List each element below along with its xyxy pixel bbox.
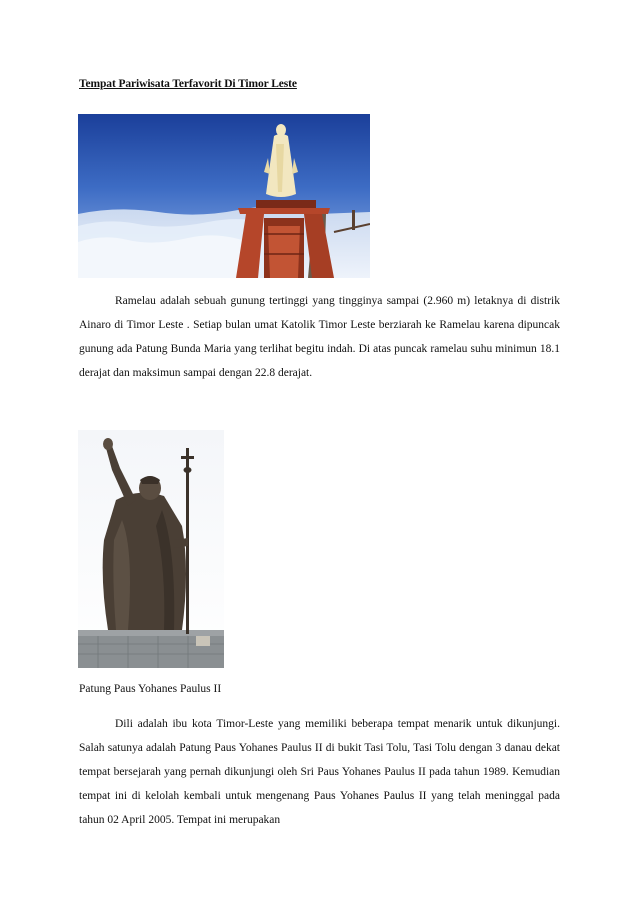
document-title: Tempat Pariwisata Terfavorit Di Timor Leste: [79, 78, 297, 90]
pope-statue-photo: [78, 430, 224, 668]
paragraph-ramelau: Ramelau adalah sebuah gunung tertinggi yang tingginya sampai (2.960 m) letaknya di distrik Ainaro di Timor Leste . Setiap bulan umat Katolik Timor Leste berziarah ke Ramelau karena dipuncak gunung ada Patung Bunda Maria yang terlihat begitu indah. Di atas puncak ramelau suhu minimun 18.1 derajat dan maksimun sampai dengan 22.8 derajat.: [79, 295, 560, 379]
pope-statue-caption: Patung Paus Yohanes Paulus II: [79, 683, 222, 695]
paragraph-pope-statue: Dili adalah ibu kota Timor-Leste yang memiliki beberapa tempat menarik untuk dikunjungi. Salah satunya adalah Patung Paus Yohanes Paulus II di bukit Tasi Tolu, Tasi Tolu dengan 3 danau dekat tempat bersejarah yang pernah dikunjungi oleh Sri Paus Yohanes Paulus II pada tahun 1989. Kemudian tempat ini di kelolah kembali untuk mengenang Paus Yohanes Paulus II yang telah meninggal pada tahun 02 April 2005. Tempat ini merupakan: [79, 718, 560, 826]
ramelau-statue-photo: [78, 114, 370, 278]
